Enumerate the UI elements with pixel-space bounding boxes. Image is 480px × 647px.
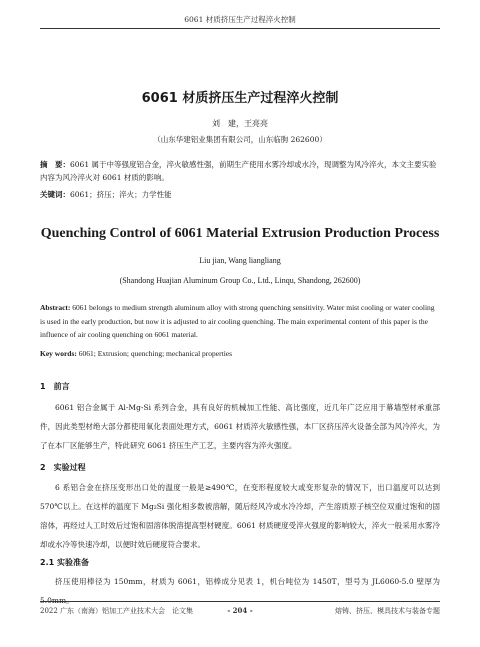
section-1-heading: 1 前言 xyxy=(40,382,70,391)
cn-abstract-label: 摘 要： xyxy=(40,160,70,169)
running-header: 6061 材质挤压生产过程淬火控制 xyxy=(184,15,296,24)
header-rule xyxy=(40,28,440,29)
section-2-1-heading: 2.1 实验准备 xyxy=(40,558,89,567)
cn-authors: 刘 建，王亮亮 xyxy=(212,119,268,128)
footer-proceedings: 2022 广东（南海）铝加工产业技术大会 论文集 xyxy=(40,607,194,615)
page-number: - 204 - xyxy=(227,606,253,615)
en-authors: Liu jian, Wang liangliang xyxy=(199,256,281,265)
cn-affiliation: （山东华建铝业集团有限公司，山东临朐 262600） xyxy=(153,135,327,144)
en-keywords-label: Key words: xyxy=(40,349,77,358)
section-1-text: 6061 铝合金属于 Al-Mg-Si 系列合金，具有良好的机械加工性能、高比强度，近几年广泛应用于幕墙型材承重部件，因此类型材绝大部分都使用氧化表面处理方式，6061 材质淬火敏感性强，本厂区挤压淬火设备全部为风冷淬火，为了在本厂区能够生产，特此研究 6061 挤压生产工艺，主要内容为淬火强度。 xyxy=(40,403,440,450)
footer-topic: 熔铸、挤压、模具技术与装备专题 xyxy=(335,607,440,615)
en-affiliation: (Shandong Huajian Aluminum Group Co., Ltd., Linqu, Shandong, 262600) xyxy=(119,276,361,285)
footer-rule xyxy=(40,601,440,602)
section-2-1-text: 挤压使用棒径为 150mm，材质为 6061，铝棒成分见表 1，机台吨位为 1450T，型号为 JL6060-5.0 壁厚为 5.0mm。 xyxy=(40,577,440,605)
cn-keywords xyxy=(40,188,440,201)
en-abstract xyxy=(40,301,440,342)
en-title: Quenching Control of 6061 Material Extrusion Production Process xyxy=(40,226,440,241)
cn-abstract-text: 6061 属于中等强度铝合金，淬火敏感性强，前期生产使用水雾冷却或水冷，现调整为风冷淬火，本文主要实验内容为风冷淬火对 6061 材质的影响。 xyxy=(40,160,437,182)
cn-keywords-text: 6061；挤压；淬火；力学性能 xyxy=(70,190,172,199)
section-2-text: 6 系铝合金在挤压变形出口处的温度一般是≥490℃，在变形程度较大或变形复杂的情况下，出口温度可以达到 570℃以上。在这样的温度下 Mg₂Si 强化相多数被溶解，随后经风冷或水冷冷却，产生溶质原子核空位双重过饱和的固溶体，再经过人工时效后过饱和固溶体脱溶提高型材硬度。6061 材质硬度受淬火强度的影响较大，淬火一般采用水雾冷却或水冷等快速冷却，以便时效后硬度符合要求。 xyxy=(40,483,440,549)
cn-abstract xyxy=(40,158,440,184)
en-abstract-text: 6061 belongs to medium strength aluminum alloy with strong quenching sensitivity. Water mist cooling or water cooling is used in the early production, but now it is adjusted to air cooling quenching. The main experimental content of this paper is the influence of air cooling quenching on 6061 material. xyxy=(40,303,435,339)
cn-keywords-label: 关键词： xyxy=(40,190,70,199)
cn-title: 6061 材质挤压生产过程淬火控制 xyxy=(141,91,339,106)
en-keywords-text: 6061; Extrusion; quenching; mechanical properties xyxy=(76,349,233,358)
section-2-heading: 2 实验过程 xyxy=(40,463,86,472)
en-abstract-label: Abstract: xyxy=(40,303,71,312)
en-keywords xyxy=(40,347,440,361)
